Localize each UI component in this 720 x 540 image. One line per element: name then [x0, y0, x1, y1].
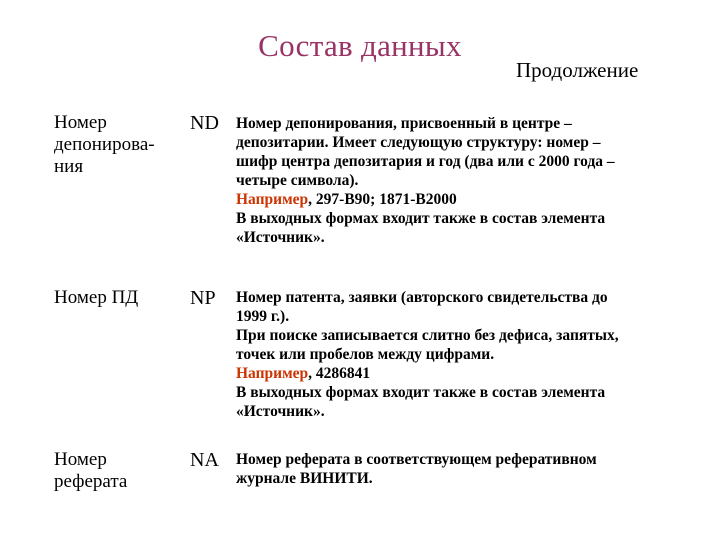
description-line: шифр центра депозитария и год (два или с 2000 года – — [236, 153, 615, 170]
description-line: При поиске записывается слитно без дефиса, запятых, — [236, 327, 619, 344]
page-title: Состав данных — [258, 28, 462, 63]
description-line: «Источник». — [236, 229, 325, 246]
field-name-line: ния — [54, 156, 84, 177]
example-value: , 4286841 — [308, 365, 371, 382]
field-name — [54, 449, 184, 493]
field-name — [54, 287, 184, 309]
example-line — [236, 364, 686, 383]
field-code: NA — [190, 449, 219, 471]
description-line: Номер депонирования, присвоенный в центре – — [236, 115, 572, 132]
field-name-line: реферата — [54, 471, 128, 492]
example-value: , 297-В90; 1871-В2000 — [308, 191, 457, 208]
field-description — [236, 450, 686, 488]
field-name-line: Номер — [54, 112, 107, 133]
description-line: Номер патента, заявки (авторского свидетельства до — [236, 289, 608, 306]
field-name-line: депонирова- — [54, 134, 155, 155]
example-label: Например — [236, 191, 309, 208]
field-code: ND — [190, 112, 219, 134]
description-line: журнале ВИНИТИ. — [236, 470, 373, 487]
field-description — [236, 288, 686, 421]
description-line: Номер реферата в соответствующем реферативном — [236, 451, 597, 468]
field-name — [54, 112, 184, 178]
field-name-line: Номер ПД — [54, 287, 139, 308]
description-line: депозитарии. Имеет следующую структуру: номер – — [236, 134, 601, 151]
description-line: точек или пробелов между цифрами. — [236, 346, 495, 363]
description-line: 1999 г.). — [236, 308, 290, 325]
description-line: «Источник». — [236, 403, 325, 420]
description-line: В выходных формах входит также в состав элемента — [236, 210, 606, 227]
field-code: NP — [190, 287, 216, 309]
field-name-line: Номер — [54, 449, 107, 470]
example-label: Например — [236, 365, 309, 382]
example-line — [236, 190, 686, 209]
description-line: четыре символа). — [236, 172, 359, 189]
field-description — [236, 114, 686, 247]
page-subtitle: Продолжение — [516, 58, 639, 82]
description-line: В выходных формах входит также в состав элемента — [236, 384, 606, 401]
